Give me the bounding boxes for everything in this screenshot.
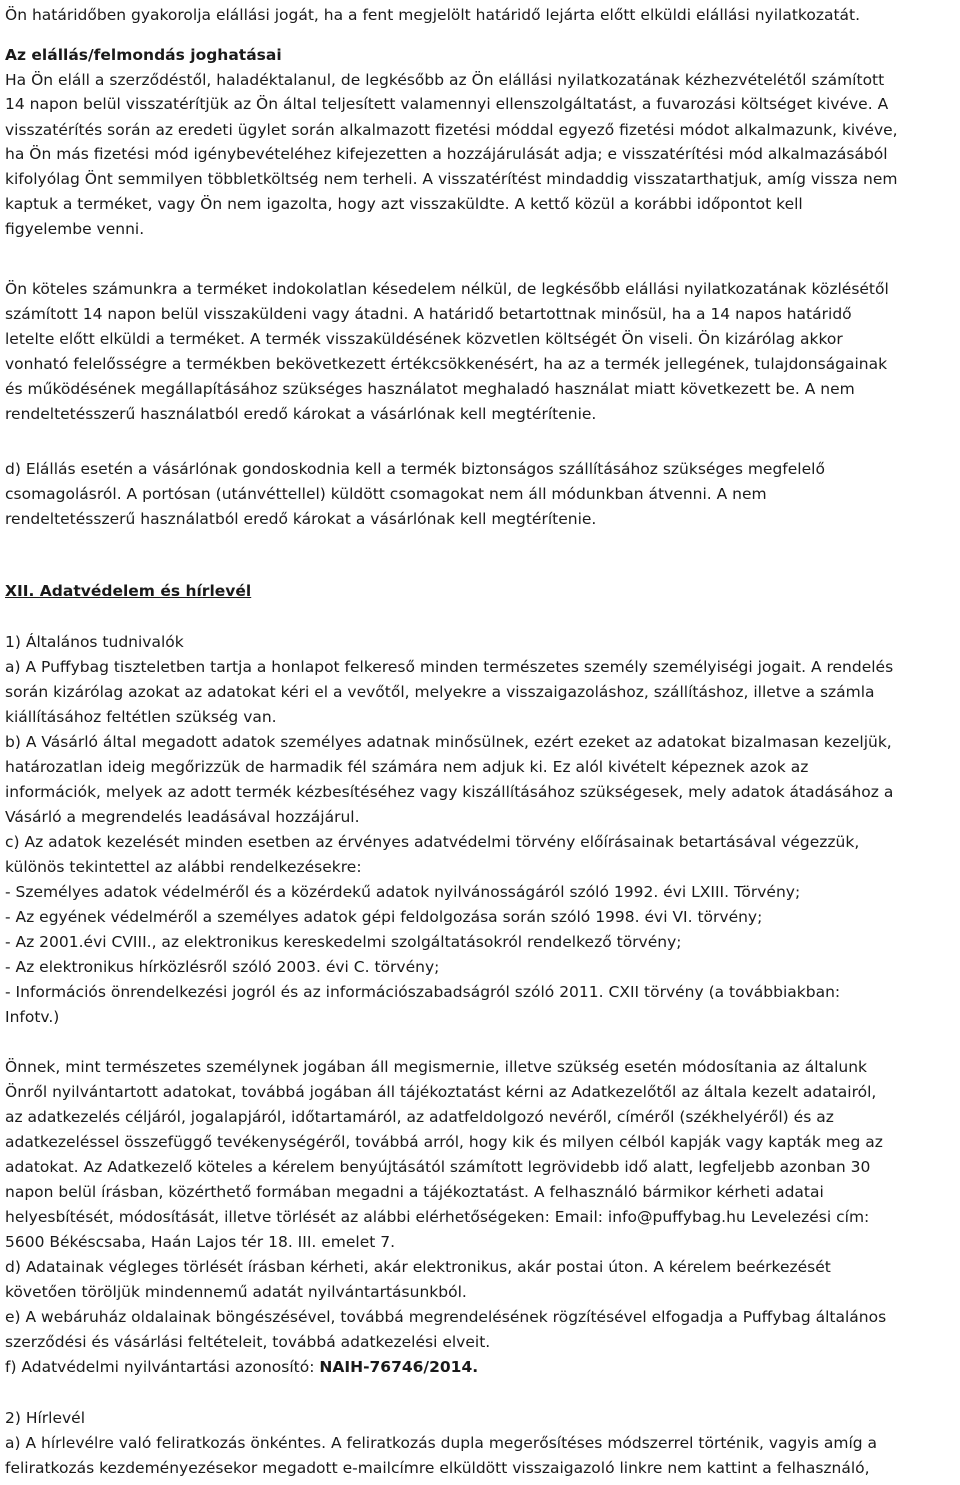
paragraph-line: Önről nyilvántartott adatokat, továbbá jogában áll tájékoztatást kérni az Adatkezelőtől az általa kezelt adatairól, <box>5 1083 877 1101</box>
paragraph-line: letelte előtt elküldi a terméket. A termék visszaküldésének közvetlen költségét Ön viseli. Ön kizárólag akkor <box>5 330 843 348</box>
paragraph-line: - Az 2001.évi CVIII., az elektronikus kereskedelmi szolgáltatásokról rendelkező törvény; <box>5 933 682 951</box>
paragraph-line: helyesbítését, módosítását, illetve törlését az alábbi elérhetőségeken: Email: info@puffybag.hu Levelezési cím: <box>5 1208 870 1226</box>
paragraph-line: Infotv.) <box>5 1008 60 1026</box>
paragraph-line: - Az elektronikus hírközlésről szóló 2003. évi C. törvény; <box>5 958 440 976</box>
paragraph-line: napon belül írásban, közérthető formában megadni a tájékoztatást. A felhasználó bármikor kérheti adatai <box>5 1183 824 1201</box>
paragraph-line: c) Az adatok kezelését minden esetben az érvényes adatvédelmi törvény előírásainak betartásával végezzük, <box>5 833 860 851</box>
paragraph-line: b) A Vásárló által megadott adatok személyes adatnak minősülnek, ezért ezeket az adatokat bizalmasan kezeljük, <box>5 733 892 751</box>
paragraph-line: Ön köteles számunkra a terméket indokolatlan késedelem nélkül, de legkésőbb elállási nyilatkozatának közlésétől <box>5 280 889 298</box>
paragraph-line: szerződési és vásárlási feltételeit, továbbá adatkezelési elveit. <box>5 1333 491 1351</box>
paragraph-line: Vásárló a megrendelés leadásával hozzájárul. <box>5 808 360 826</box>
registry-id-label: f) Adatvédelmi nyilvántartási azonosító: <box>5 1358 320 1376</box>
paragraph-line: d) Adatainak végleges törlését írásban kérheti, akár elektronikus, akár postai úton. A kérelem beérkezését <box>5 1258 831 1276</box>
subheading: 2) Hírlevél <box>5 1409 86 1427</box>
paragraph-line: 14 napon belül visszatérítjük az Ön által teljesített valamennyi ellenszolgáltatást, a fuvarozási költséget kivéve. A <box>5 95 889 113</box>
paragraph-line: feliratkozás kezdeményezésekor megadott e-mailcímre elküldött visszaigazoló linkre nem kattint a felhasználó, <box>5 1459 870 1477</box>
paragraph-line: e) A webáruház oldalainak böngészésével, továbbá megrendelésének rögzítésével elfogadja a Puffybag általános <box>5 1308 887 1326</box>
paragraph-line: a) A hírlevélre való feliratkozás önkéntes. A feliratkozás dupla megerősítéses módszerrel történik, vagyis amíg a <box>5 1434 878 1452</box>
withdrawal-heading: Az elállás/felmondás joghatásai <box>5 46 282 64</box>
paragraph-line: csomagolásról. A portósan (utánvéttellel) küldött csomagokat nem áll módunkban átvenni. A nem <box>5 485 767 503</box>
paragraph-line: kaptuk a terméket, vagy Ön nem igazolta, hogy azt visszaküldte. A kettő közül a korábbi időpontot kell <box>5 195 803 213</box>
paragraph-line: a) A Puffybag tiszteletben tartja a honlapot felkereső minden természetes személy személyiségi jogait. A rendelés <box>5 658 894 676</box>
paragraph-line: az adatkezelés céljáról, jogalapjáról, időtartamáról, az adatfeldolgozó nevéről, címéről (székhelyéről) és az <box>5 1108 834 1126</box>
paragraph-line: adatokat. Az Adatkezelő köteles a kérelem benyújtásától számított legrövidebb idő alatt, legfeljebb azonban 30 <box>5 1158 871 1176</box>
paragraph-line: során kizárólag azokat az adatokat kéri el a vevőtől, melyekre a visszaigazoláshoz, szállításhoz, illetve a számla <box>5 683 875 701</box>
paragraph-line: - Információs önrendelkezési jogról és az információszabadságról szóló 2011. CXII törvény (a továbbiakban: <box>5 983 841 1001</box>
paragraph-line: adatkezeléssel összefüggő tevékenységéről, továbbá arról, hogy kik és milyen célból kapják vagy kapták meg az <box>5 1133 883 1151</box>
paragraph-line: és működésének megállapításához szükséges használatot meghaladó használat miatt következett be. A nem <box>5 380 855 398</box>
paragraph-line: 5600 Békéscsaba, Haán Lajos tér 18. III. emelet 7. <box>5 1233 396 1251</box>
paragraph-line: rendeltetésszerű használatból eredő károkat a vásárlónak kell megtérítenie. <box>5 510 597 528</box>
paragraph-line: vonható felelősségre a termékben bekövetkezett értékcsökkenésért, ha az a termék jellegének, tulajdonságainak <box>5 355 888 373</box>
paragraph-line: figyelembe venni. <box>5 220 145 238</box>
paragraph-line: kiállításához feltétlen szükség van. <box>5 708 277 726</box>
section-heading: XII. Adatvédelem és hírlevél <box>5 582 252 600</box>
paragraph-line: d) Elállás esetén a vásárlónak gondoskodnia kell a termék biztonságos szállításához szükséges megfelelő <box>5 460 825 478</box>
intro-line: Ön határidőben gyakorolja elállási jogát, ha a fent megjelölt határidő lejárta előtt elküldi elállási nyilatkozatát. <box>5 6 861 24</box>
paragraph-line: Önnek, mint természetes személynek jogában áll megismernie, illetve szükség esetén módosítania az általunk <box>5 1058 868 1076</box>
paragraph-line: - Személyes adatok védelméről és a közérdekű adatok nyilvánosságáról szóló 1992. évi LXIII. Törvény; <box>5 883 801 901</box>
registry-id-line <box>5 1355 478 1379</box>
paragraph-line: Ha Ön eláll a szerződéstől, haladéktalanul, de legkésőbb az Ön elállási nyilatkozatának kézhezvételétől számított <box>5 71 885 89</box>
paragraph-line: visszatérítés során az eredeti ügylet során alkalmazott fizetési móddal egyező fizetési módot alkalmazunk, kivéve, <box>5 121 898 139</box>
paragraph-line: számított 14 napon belül visszaküldeni vagy átadni. A határidő betartottnak minősül, ha a 14 napos határidő <box>5 305 852 323</box>
paragraph-line: információk, melyek az adott termék kézbesítéséhez vagy kiszállításához szükségesek, mely adatok átadásához a <box>5 783 894 801</box>
paragraph-line: kifolyólag Önt semmilyen többletköltség nem terheli. A visszatérítést mindaddig visszatarthatjuk, amíg vissza nem <box>5 170 898 188</box>
paragraph-line: határozatlan ideig megőrizzük de harmadik fél számára nem adjuk ki. Ez alól kivételt képeznek azok az <box>5 758 809 776</box>
paragraph-line: - Az egyének védelméről a személyes adatok gépi feldolgozása során szóló 1998. évi VI. törvény; <box>5 908 763 926</box>
registry-id-code: NAIH-76746/2014. <box>319 1358 479 1376</box>
paragraph-line: rendeltetésszerű használatból eredő károkat a vásárlónak kell megtérítenie. <box>5 405 597 423</box>
paragraph-line: ha Ön más fizetési mód igénybevételéhez kifejezetten a hozzájárulását adja; e visszatérítési mód alkalmazásából <box>5 145 888 163</box>
paragraph-line: követően töröljük mindennemű adatát nyilvántartásunkból. <box>5 1283 467 1301</box>
subheading: 1) Általános tudnivalók <box>5 633 184 651</box>
paragraph-line: különös tekintettel az alábbi rendelkezésekre: <box>5 858 362 876</box>
